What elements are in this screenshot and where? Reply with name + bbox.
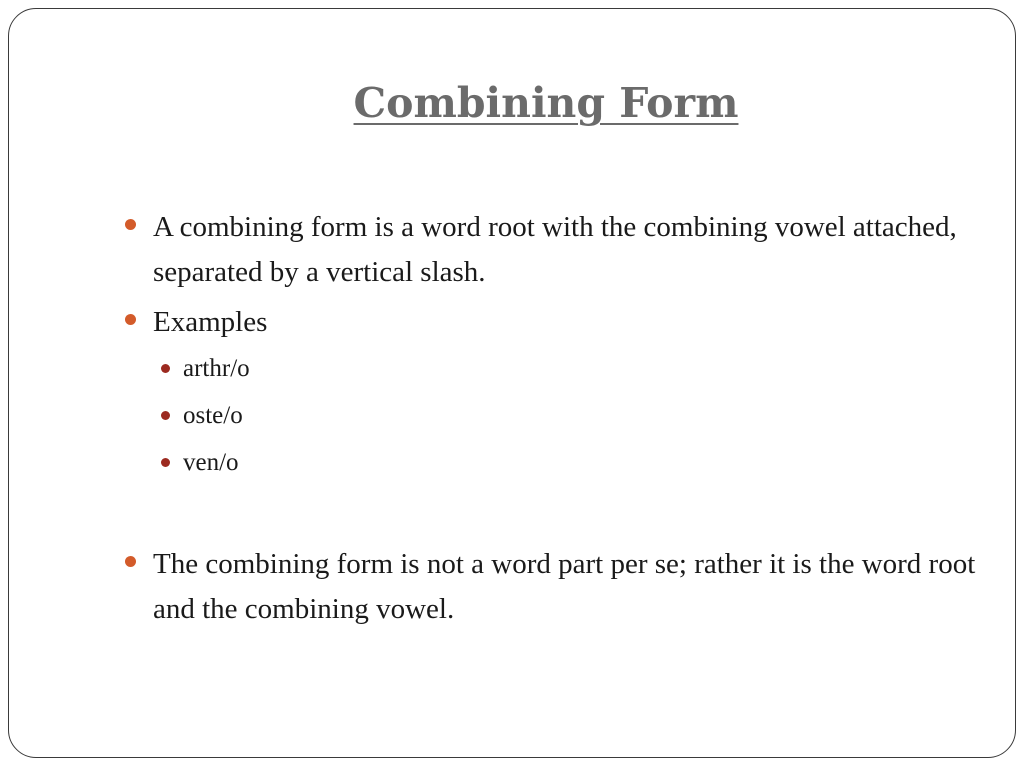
slide-title: Combining Form xyxy=(353,79,739,127)
sub-bullet-item xyxy=(121,439,981,486)
bullet-dot-icon xyxy=(125,556,136,567)
sub-bullet-text: arthr/o xyxy=(183,355,250,382)
slide-frame xyxy=(8,8,1016,758)
sub-bullet-dot-icon xyxy=(161,411,170,420)
sub-bullet-text: ven/o xyxy=(183,449,239,476)
sub-bullet-item xyxy=(121,345,981,392)
bullet-text: A combining form is a word root with the combining vowel attached, separated by a vertical slash. xyxy=(153,211,957,288)
bullet-item xyxy=(121,205,981,295)
bullet-dot-icon xyxy=(125,314,136,325)
sub-bullet-text: oste/o xyxy=(183,402,243,429)
sub-bullet-dot-icon xyxy=(161,458,170,467)
bullet-item xyxy=(121,300,981,345)
sub-bullet-dot-icon xyxy=(161,364,170,373)
slide-content xyxy=(121,205,981,632)
bullet-item xyxy=(121,542,981,632)
sub-bullet-list xyxy=(121,345,981,486)
bullet-text: The combining form is not a word part per se; rather it is the word root and the combining vowel. xyxy=(153,548,976,625)
bullet-dot-icon xyxy=(125,219,136,230)
sub-bullet-item xyxy=(121,392,981,439)
bullet-text: Examples xyxy=(153,306,268,338)
